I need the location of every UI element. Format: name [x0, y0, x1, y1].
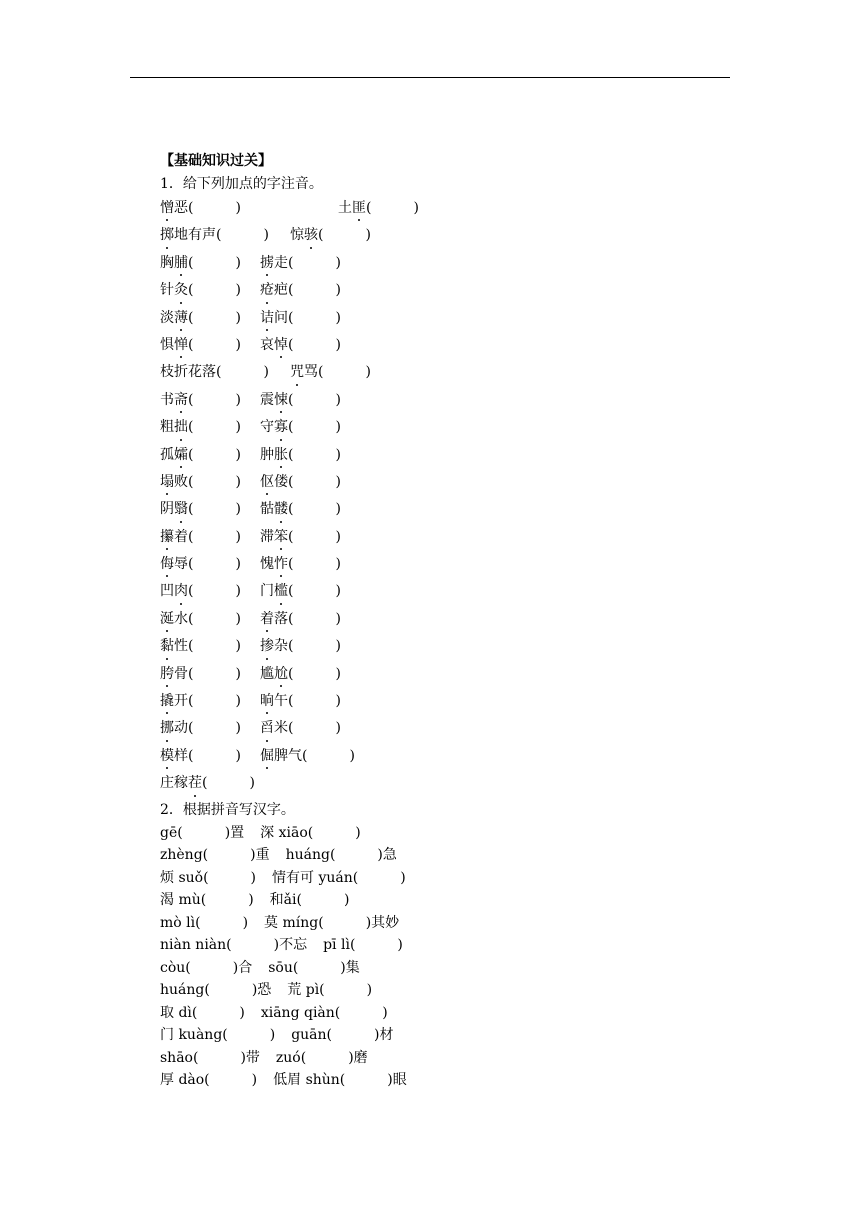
pinyin-row — [160, 414, 720, 441]
pinyin-row — [160, 606, 720, 633]
pinyin-row — [160, 770, 720, 797]
hanzi-item: 渴 mù( ) — [160, 892, 254, 909]
hanzi-item: 门 kuàng( ) — [160, 1027, 276, 1044]
word-text: 哀 — [260, 336, 274, 353]
hanzi-row — [160, 867, 720, 890]
answer-blank: 样( ) — [174, 747, 241, 764]
word-text: 门 — [260, 583, 274, 600]
hanzi-item: còu( )合 — [160, 959, 253, 976]
dotted-char: 翳 — [174, 496, 188, 523]
hanzi-item: 情有可 yuán( ) — [272, 869, 406, 886]
dotted-char: 悼 — [274, 332, 288, 359]
pinyin-item — [260, 496, 341, 523]
pinyin-row — [160, 633, 720, 660]
dotted-char: 伛 — [260, 469, 274, 496]
word-text: 书 — [160, 391, 174, 408]
answer-blank: 走( ) — [274, 254, 341, 271]
hanzi-item: shāo( )带 — [160, 1049, 260, 1066]
answer-blank: ( ) — [288, 391, 341, 408]
pinyin-row — [160, 277, 720, 304]
dotted-char: 惮 — [174, 332, 188, 359]
pinyin-row — [160, 195, 720, 222]
pinyin-item — [260, 305, 341, 332]
dotted-char: 侮 — [160, 551, 174, 578]
dotted-char: 髅 — [274, 496, 288, 523]
pinyin-item — [160, 469, 260, 496]
dotted-char: 掳 — [260, 250, 274, 277]
hanzi-item: 烦 suǒ( ) — [160, 869, 257, 886]
answer-blank: 疤( ) — [274, 282, 341, 299]
hanzi-item: 低眉 shùn( )眼 — [273, 1072, 407, 1089]
pinyin-item — [290, 359, 371, 386]
dotted-char: 倔 — [260, 743, 274, 770]
hanzi-row — [160, 957, 720, 980]
pinyin-item — [160, 414, 260, 441]
answer-blank: 骂( ) — [304, 364, 371, 381]
pinyin-item — [260, 332, 341, 359]
pinyin-item — [260, 551, 341, 578]
word-text: 骷 — [260, 501, 274, 518]
hanzi-row — [160, 1069, 720, 1092]
answer-blank: ( ) — [288, 665, 341, 682]
section-heading: 【基础知识过关】 — [160, 153, 272, 169]
answer-blank: ( ) — [288, 528, 341, 545]
answer-blank: ( ) — [188, 282, 241, 299]
word-text: 惊 — [290, 227, 304, 244]
pinyin-item — [260, 524, 341, 551]
answer-blank: 脾气( ) — [274, 747, 355, 764]
pinyin-item — [260, 578, 341, 605]
answer-blank: ( ) — [188, 254, 241, 271]
hanzi-row — [160, 912, 720, 935]
answer-blank: 骨( ) — [174, 665, 241, 682]
hanzi-item: zhèng( )重 — [160, 847, 270, 864]
pinyin-item — [160, 661, 260, 688]
answer-blank: ( ) — [366, 200, 419, 216]
word-text: 粗 — [160, 419, 174, 436]
dotted-char: 匪 — [352, 195, 366, 222]
answer-blank: 动( ) — [174, 720, 241, 737]
pinyin-item — [260, 606, 341, 633]
answer-blank: ( ) — [288, 336, 341, 353]
pinyin-row — [160, 332, 720, 359]
dotted-char: 拙 — [174, 414, 188, 441]
hanzi-row — [160, 1024, 720, 1047]
answer-blank: 米( ) — [274, 720, 341, 737]
pinyin-row — [160, 442, 720, 469]
word-text: 庄稼 — [160, 775, 188, 792]
word-text: 尴 — [260, 665, 274, 682]
hanzi-row — [160, 844, 720, 867]
pinyin-row — [160, 524, 720, 551]
dotted-char: 塌 — [160, 469, 174, 496]
answer-blank: 辱( ) — [174, 556, 241, 573]
dotted-char: 脯 — [174, 250, 188, 277]
hanzi-item: 荒 pì( ) — [287, 982, 373, 999]
dotted-char: 晌 — [260, 688, 274, 715]
answer-blank: ( ) — [288, 446, 341, 463]
hanzi-item: gē( )置 — [160, 824, 245, 841]
pinyin-item — [160, 770, 260, 797]
hanzi-item: niàn niàn( )不忘 — [160, 937, 308, 954]
pinyin-row — [160, 578, 720, 605]
answer-blank: ( ) — [318, 227, 371, 244]
question-2-items — [160, 822, 720, 1092]
hanzi-item: guān( )材 — [291, 1027, 394, 1044]
word-text: 愧 — [260, 556, 274, 573]
hanzi-row — [160, 889, 720, 912]
word-text: 孤 — [160, 446, 174, 463]
answer-blank: ( ) — [288, 419, 341, 436]
pinyin-item — [160, 606, 260, 633]
pinyin-item — [160, 551, 260, 578]
answer-blank: ( ) — [188, 391, 241, 408]
pinyin-item — [160, 305, 260, 332]
pinyin-item — [160, 359, 290, 386]
hanzi-item: 深 xiāo( ) — [260, 824, 361, 841]
answer-blank: ( ) — [188, 446, 241, 463]
word-text: 胸 — [160, 254, 174, 271]
answer-blank: ( ) — [288, 583, 341, 600]
answer-blank: ( ) — [188, 583, 241, 600]
dotted-char: 攥 — [160, 524, 174, 551]
pinyin-row — [160, 305, 720, 332]
hanzi-row — [160, 979, 720, 1002]
dotted-char: 着 — [260, 606, 274, 633]
dotted-char: 槛 — [274, 578, 288, 605]
hanzi-item: huáng( )恐 — [160, 982, 272, 999]
dotted-char: 掺 — [260, 633, 274, 660]
dotted-char: 孀 — [174, 442, 188, 469]
answer-blank: ( ) — [288, 501, 341, 518]
dotted-char: 挪 — [160, 715, 174, 742]
pinyin-item — [260, 633, 341, 660]
pinyin-item — [160, 277, 260, 304]
answer-blank: 开( ) — [174, 693, 241, 710]
pinyin-row — [160, 222, 720, 249]
word-text: 土 — [338, 200, 352, 216]
dotted-char: 憎 — [160, 195, 174, 222]
hanzi-item: zuó( )磨 — [275, 1049, 368, 1066]
dotted-char: 薄 — [174, 305, 188, 332]
pinyin-item — [160, 387, 260, 414]
pinyin-item — [160, 715, 260, 742]
dotted-char: 怍 — [274, 551, 288, 578]
pinyin-item — [160, 332, 260, 359]
answer-blank: 午( ) — [274, 693, 341, 710]
pinyin-item — [160, 578, 260, 605]
dotted-char: 笨 — [274, 524, 288, 551]
dotted-char: 咒 — [290, 359, 304, 386]
pinyin-item — [160, 743, 260, 770]
word-text: 阴 — [160, 501, 174, 518]
pinyin-item — [260, 442, 341, 469]
hanzi-item: 和ǎi( ) — [269, 892, 350, 909]
word-text: 震 — [260, 391, 274, 408]
hanzi-item: mò lì( ) — [160, 914, 249, 931]
pinyin-item — [260, 688, 341, 715]
word-text: 守 — [260, 419, 274, 436]
dotted-char: 斋 — [174, 387, 188, 414]
question-2-title: 2．根据拼音写汉字。 — [160, 801, 295, 818]
answer-blank: ( ) — [188, 501, 241, 518]
word-text: 针 — [160, 282, 174, 299]
word-text: 凹 — [160, 583, 174, 600]
answer-blank: ( ) — [188, 309, 241, 326]
hanzi-item: xiāng qiàn( ) — [260, 1004, 388, 1021]
pinyin-row — [160, 250, 720, 277]
pinyin-item — [260, 387, 341, 414]
dotted-char: 悚 — [274, 387, 288, 414]
pinyin-item — [260, 661, 341, 688]
pinyin-item — [260, 277, 341, 304]
pinyin-item — [160, 222, 290, 249]
answer-blank: ( ) — [288, 556, 341, 573]
dotted-char: 胯 — [160, 661, 174, 688]
dotted-char: 茬 — [188, 770, 202, 797]
dotted-char: 寡 — [274, 414, 288, 441]
answer-blank: 水( ) — [174, 610, 241, 627]
hanzi-row — [160, 934, 720, 957]
pinyin-item — [260, 250, 341, 277]
pinyin-item — [160, 688, 260, 715]
answer-blank: ( ) — [188, 336, 241, 353]
pinyin-row — [160, 387, 720, 414]
pinyin-row — [160, 688, 720, 715]
hanzi-item: huáng( )急 — [285, 847, 397, 864]
hanzi-item: 取 dì( ) — [160, 1004, 245, 1021]
dotted-char: 胀 — [274, 442, 288, 469]
hanzi-item: pī lì( ) — [323, 937, 403, 954]
header-rule — [130, 77, 730, 78]
answer-blank: 杂( ) — [274, 638, 341, 655]
pinyin-row — [160, 743, 720, 770]
pinyin-item — [160, 442, 260, 469]
pinyin-item — [260, 469, 341, 496]
answer-blank: 着( ) — [174, 528, 241, 545]
hanzi-row — [160, 1047, 720, 1070]
dotted-char: 模 — [160, 743, 174, 770]
dotted-char: 灸 — [174, 277, 188, 304]
pinyin-item — [160, 250, 260, 277]
answer-blank: 性( ) — [174, 638, 241, 655]
word-text: 淡 — [160, 309, 174, 326]
hanzi-row — [160, 1002, 720, 1025]
question-1-items — [160, 195, 720, 798]
hanzi-item: 厚 dào( ) — [160, 1072, 258, 1089]
answer-blank: 偻( ) — [274, 473, 341, 490]
dotted-char: 掷 — [160, 222, 174, 249]
answer-blank: 问( ) — [274, 309, 341, 326]
word-text: 肿 — [260, 446, 274, 463]
dotted-char: 涎 — [160, 606, 174, 633]
pinyin-item — [260, 715, 341, 742]
pinyin-row — [160, 359, 720, 386]
answer-blank: 恶( ) — [174, 200, 241, 216]
exercise-content — [160, 150, 720, 1092]
word-text: 惧 — [160, 336, 174, 353]
dotted-char: 撬 — [160, 688, 174, 715]
hanzi-item: sōu( )集 — [268, 959, 360, 976]
pinyin-item — [338, 195, 419, 222]
pinyin-item — [160, 524, 260, 551]
pinyin-row — [160, 661, 720, 688]
dotted-char: 尬 — [274, 661, 288, 688]
dotted-char: 疮 — [260, 277, 274, 304]
answer-blank: 败( ) — [174, 473, 241, 490]
pinyin-item — [260, 414, 341, 441]
pinyin-row — [160, 496, 720, 523]
dotted-char: 肉 — [174, 578, 188, 605]
pinyin-row — [160, 715, 720, 742]
dotted-char: 骇 — [304, 222, 318, 249]
pinyin-item — [260, 743, 355, 770]
word-text: 枝折花落 — [160, 364, 216, 381]
answer-blank: ( ) — [202, 775, 255, 792]
pinyin-item — [160, 633, 260, 660]
dotted-char: 诘 — [260, 305, 274, 332]
pinyin-row — [160, 469, 720, 496]
answer-blank: ( ) — [216, 364, 269, 381]
pinyin-item — [160, 195, 338, 222]
pinyin-item — [290, 222, 371, 249]
pinyin-item — [160, 496, 260, 523]
pinyin-row — [160, 551, 720, 578]
hanzi-item: 莫 míng( )其妙 — [264, 914, 400, 931]
hanzi-row — [160, 822, 720, 845]
dotted-char: 舀 — [260, 715, 274, 742]
answer-blank: ( ) — [188, 419, 241, 436]
question-1-title: 1．给下列加点的字注音。 — [160, 175, 323, 192]
dotted-char: 黏 — [160, 633, 174, 660]
answer-blank: 地有声( ) — [174, 227, 269, 244]
word-text: 滞 — [260, 528, 274, 545]
answer-blank: 落( ) — [274, 610, 341, 627]
